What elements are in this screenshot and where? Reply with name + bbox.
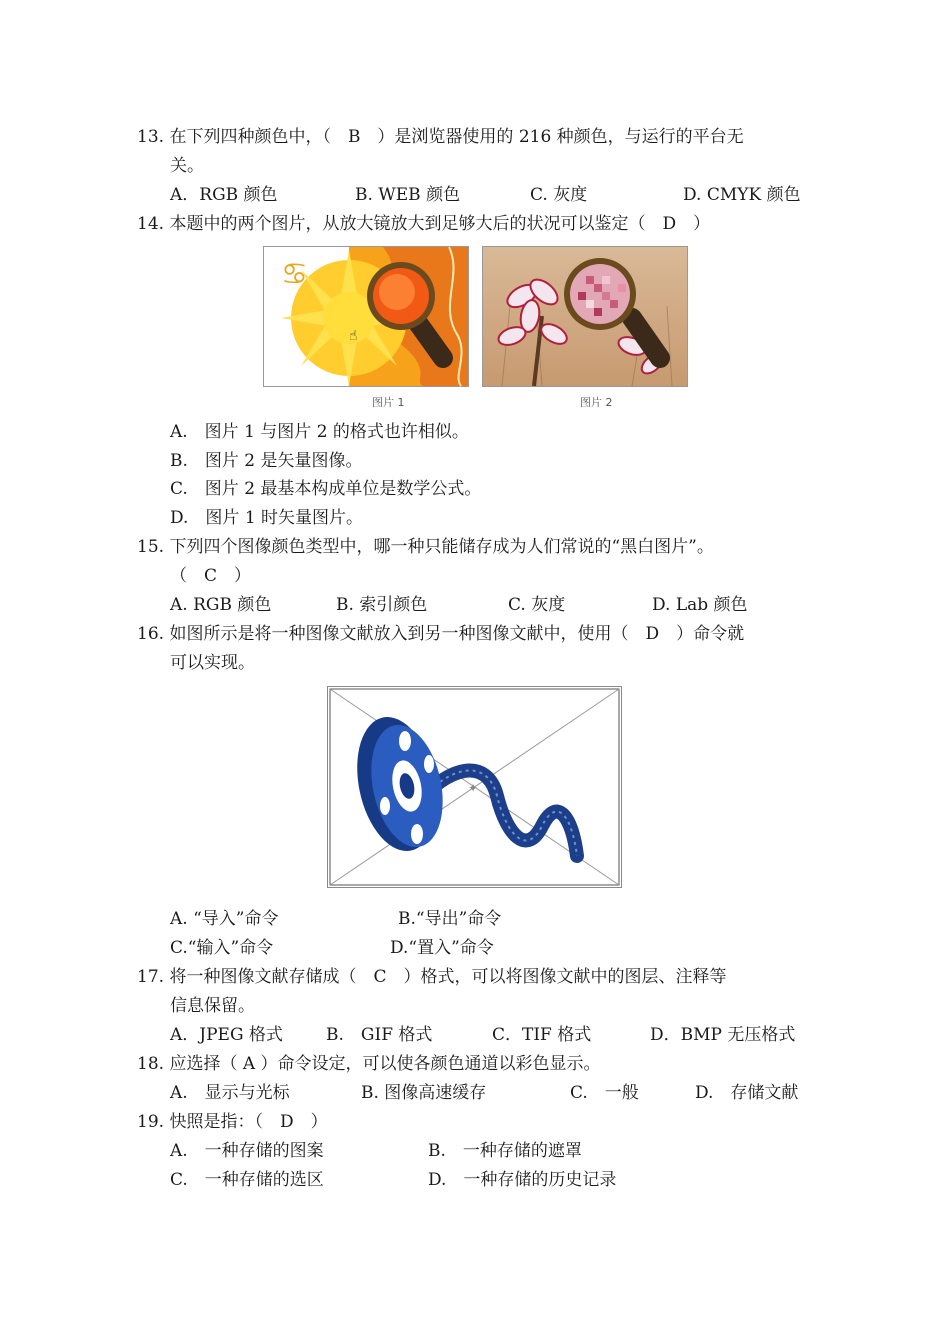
svg-text:♋: ♋ bbox=[281, 257, 308, 292]
q16-option-c: C.“输入”命令 bbox=[170, 938, 274, 958]
q19-option-d: D. 一种存储的历史记录 bbox=[428, 1170, 617, 1190]
q15-option-a: A. RGB 颜色 bbox=[170, 595, 272, 615]
q14-option-c: C. 图片 2 最基本构成单位是数学公式。 bbox=[170, 479, 482, 499]
question-15-text: 15. 下列四个图像颜色类型中，哪一种只能储存成为人们常说的“黑白图片”。 bbox=[137, 537, 714, 557]
question-16-text: 16. 如图所示是将一种图像文献放入到另一种图像文献中，使用（ D ）命令就 bbox=[137, 624, 745, 644]
q19-option-a: A. 一种存储的图案 bbox=[170, 1141, 324, 1161]
q14-option-b: B. 图片 2 是矢量图像。 bbox=[170, 451, 363, 471]
question-15-text-cont: （ C ） bbox=[170, 566, 252, 586]
q13-option-b: B. WEB 颜色 bbox=[355, 185, 461, 205]
q15-option-c: C. 灰度 bbox=[508, 595, 566, 615]
q13-option-d: D. CMYK 颜色 bbox=[683, 185, 801, 205]
q13-option-c: C. 灰度 bbox=[530, 185, 588, 205]
q17-option-b: B. GIF 格式 bbox=[326, 1025, 433, 1045]
q17-option-d: D．BMP 无压格式 bbox=[650, 1025, 796, 1045]
question-18-text: 18. 应选择（ A ）命令设定，可以使各颜色通道以彩色显示。 bbox=[137, 1054, 601, 1074]
q15-option-b: B. 索引颜色 bbox=[336, 595, 428, 615]
q19-option-c: C. 一种存储的选区 bbox=[170, 1170, 324, 1190]
q18-option-b: B. 图像高速缓存 bbox=[361, 1083, 487, 1103]
question-16-text-cont: 可以实现。 bbox=[170, 653, 255, 673]
question-13-text: 13. 在下列四种颜色中，（ B ）是浏览器使用的 216 种颜色，与运行的平台无 bbox=[137, 127, 744, 147]
question-19-text: 19. 快照是指：（ D ） bbox=[137, 1112, 328, 1132]
q18-option-a: A. 显示与光标 bbox=[170, 1083, 290, 1103]
q16-option-d: D.“置入”命令 bbox=[390, 938, 494, 958]
question-17-text: 17. 将一种图像文献存储成（ C ）格式，可以将图像文献中的图层、注释等 bbox=[137, 967, 727, 987]
figure-2-caption: 图片 2 bbox=[580, 396, 613, 409]
q16-option-b: B.“导出”命令 bbox=[398, 909, 502, 929]
q17-option-a: A．JPEG 格式 bbox=[170, 1025, 283, 1045]
q13-option-a: A．RGB 颜色 bbox=[170, 185, 278, 205]
figure-1-vector-sun-image bbox=[263, 246, 469, 387]
question-17-text-cont: 信息保留。 bbox=[170, 996, 255, 1016]
figure-film-reel-place-image bbox=[327, 686, 622, 888]
q18-option-d: D. 存储文献 bbox=[695, 1083, 799, 1103]
q17-option-c: C．TIF 格式 bbox=[492, 1025, 592, 1045]
question-14-text: 14. 本题中的两个图片，从放大镜放大到足够大后的状况可以鉴定（ D ） bbox=[137, 214, 711, 234]
q16-option-a: A. “导入”命令 bbox=[170, 909, 279, 929]
q15-option-d: D. Lab 颜色 bbox=[652, 595, 748, 615]
q19-option-b: B. 一种存储的遮罩 bbox=[428, 1141, 582, 1161]
q18-option-c: C. 一般 bbox=[570, 1083, 639, 1103]
svg-text:✦: ✦ bbox=[468, 781, 479, 795]
q14-option-d: D. 图片 1 时矢量图片。 bbox=[170, 508, 364, 528]
svg-text:☝: ☝ bbox=[349, 328, 358, 344]
figure-2-bitmap-flower-image bbox=[482, 246, 688, 387]
q14-option-a: A. 图片 1 与图片 2 的格式也许相似。 bbox=[170, 422, 469, 442]
question-13-text-cont: 关。 bbox=[170, 156, 204, 176]
figure-1-caption: 图片 1 bbox=[372, 396, 405, 409]
